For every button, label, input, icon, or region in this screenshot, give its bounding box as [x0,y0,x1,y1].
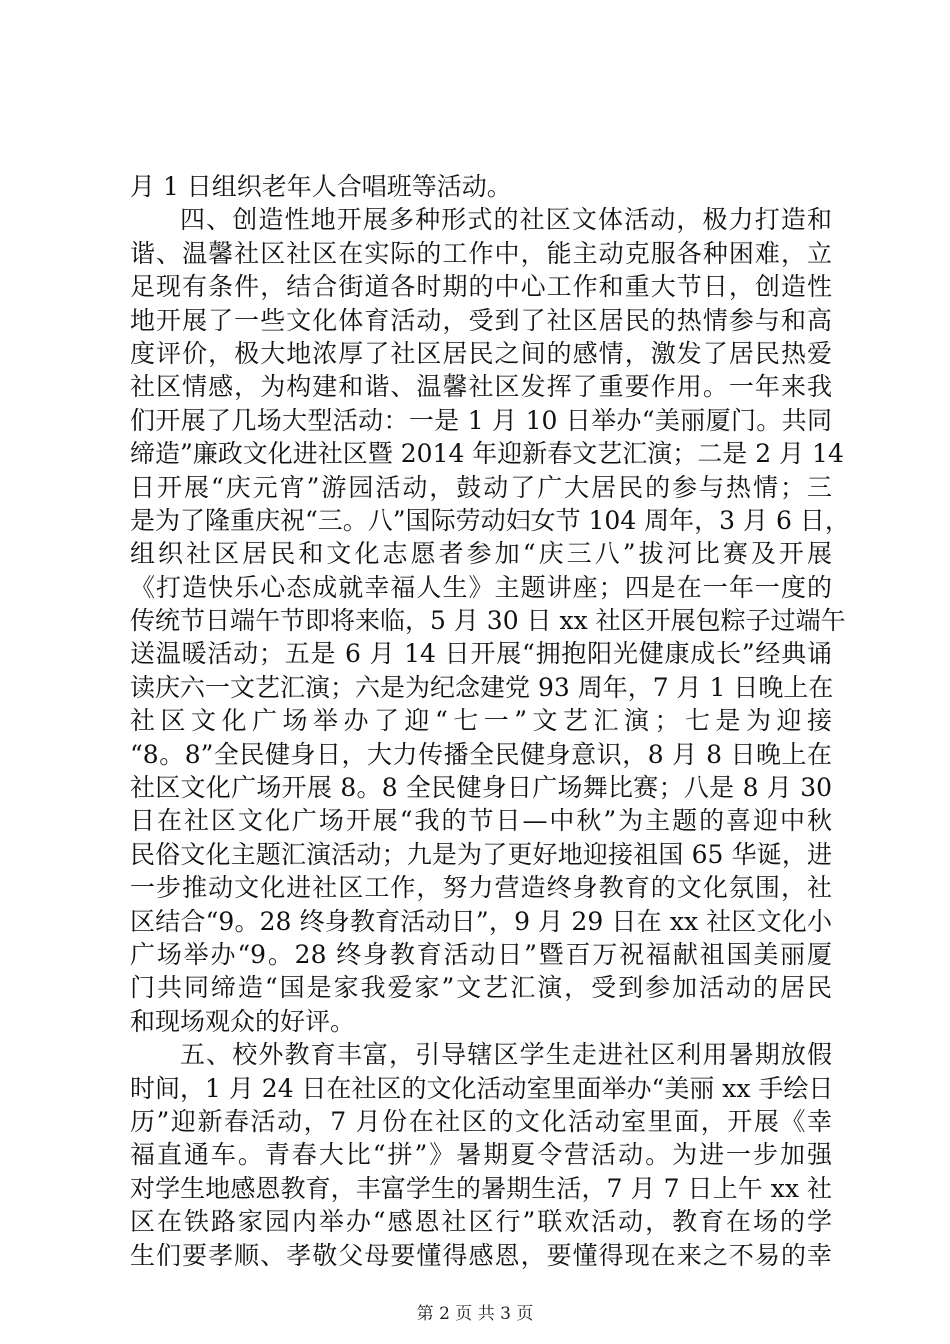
text-line: 一步推动文化进社区工作，努力营造终身教育的文化氛围，社 [130,873,832,903]
text-line: 福直通车。青春大比“拼”》暑期夏令营活动。为进一步加强 [130,1140,832,1170]
text-line: 们开展了几场大型活动：一是 1 月 10 日举办“美丽厦门。共同 [130,405,832,435]
text-line: 生们要孝顺、孝敬父母要懂得感恩，要懂得现在来之不易的幸 [130,1240,832,1270]
text-line: 四、创造性地开展多种形式的社区文体活动，极力打造和 [180,205,832,235]
text-line: 《打造快乐心态成就幸福人生》主题讲座；四是在一年一度的 [130,572,832,602]
text-line: 区结合“9。28 终身教育活动日”，9 月 29 日在 xx 社区文化小 [130,906,832,936]
text-line: 是为了隆重庆祝“三。八”国际劳动妇女节 104 周年，3 月 6 日， [130,505,850,535]
text-line: 对学生地感恩教育，丰富学生的暑期生活，7 月 7 日上午 xx 社 [130,1173,832,1203]
text-line: 传统节日端午节即将来临，5 月 30 日 xx 社区开展包粽子过端午 [130,606,846,636]
text-line: 谐、温馨社区社区在实际的工作中，能主动克服各种困难，立 [130,238,832,268]
text-line: 和现场观众的好评。 [130,1006,356,1036]
text-line: “8。8”全民健身日，大力传播全民健身意识，8 月 8 日晚上在 [130,739,832,769]
text-line: 日在社区文化广场开展“我的节日—中秋”为主题的喜迎中秋 [130,806,832,836]
text-line: 民俗文化主题汇演活动；九是为了更好地迎接祖国 65 华诞，进 [130,839,832,869]
text-line: 度评价，极大地浓厚了社区居民之间的感情，激发了居民热爱 [130,338,832,368]
text-line: 送温暖活动；五是 6 月 14 日开展“拥抱阳光健康成长”经典诵 [130,639,832,669]
text-line: 五、校外教育丰富，引导辖区学生走进社区利用暑期放假 [180,1040,832,1070]
text-line: 门共同缔造“国是家我爱家”文艺汇演，受到参加活动的居民 [130,973,832,1003]
text-line: 缔造”廉政文化进社区暨 2014 年迎新春文艺汇演；二是 2 月 14 [130,439,844,469]
text-line: 日开展“庆元宵”游园活动，鼓动了广大居民的参与热情；三 [130,472,832,502]
text-line: 时间，1 月 24 日在社区的文化活动室里面举办“美丽 xx 手绘日 [130,1073,834,1103]
text-line: 社区文化广场举办了迎“七一”文艺汇演；七是为迎接 [130,706,832,736]
text-line: 足现有条件，结合街道各时期的中心工作和重大节日，创造性 [130,272,832,302]
text-line: 地开展了一些文化体育活动，受到了社区居民的热情参与和高 [130,305,832,335]
text-line: 历”迎新春活动，7 月份在社区的文化活动室里面，开展《幸 [130,1106,832,1136]
text-line: 广场举办“9。28 终身教育活动日”暨百万祝福献祖国美丽厦 [130,939,832,969]
page-number-footer: 第 2 页 共 3 页 [416,1304,534,1324]
text-line: 读庆六一文艺汇演；六是为纪念建党 93 周年，7 月 1 日晚上在 [130,672,834,702]
text-line: 社区文化广场开展 8。8 全民健身日广场舞比赛；八是 8 月 30 [130,773,832,803]
text-line: 区在铁路家园内举办“感恩社区行”联欢活动，教育在场的学 [130,1207,832,1237]
text-line: 月 1 日组织老年人合唱班等活动。 [130,172,512,201]
text-line: 组织社区居民和文化志愿者参加“庆三八”拔河比赛及开展 [130,539,832,569]
document-body [130,170,850,1272]
text-line: 社区情感，为构建和谐、温馨社区发挥了重要作用。一年来我 [130,372,832,402]
